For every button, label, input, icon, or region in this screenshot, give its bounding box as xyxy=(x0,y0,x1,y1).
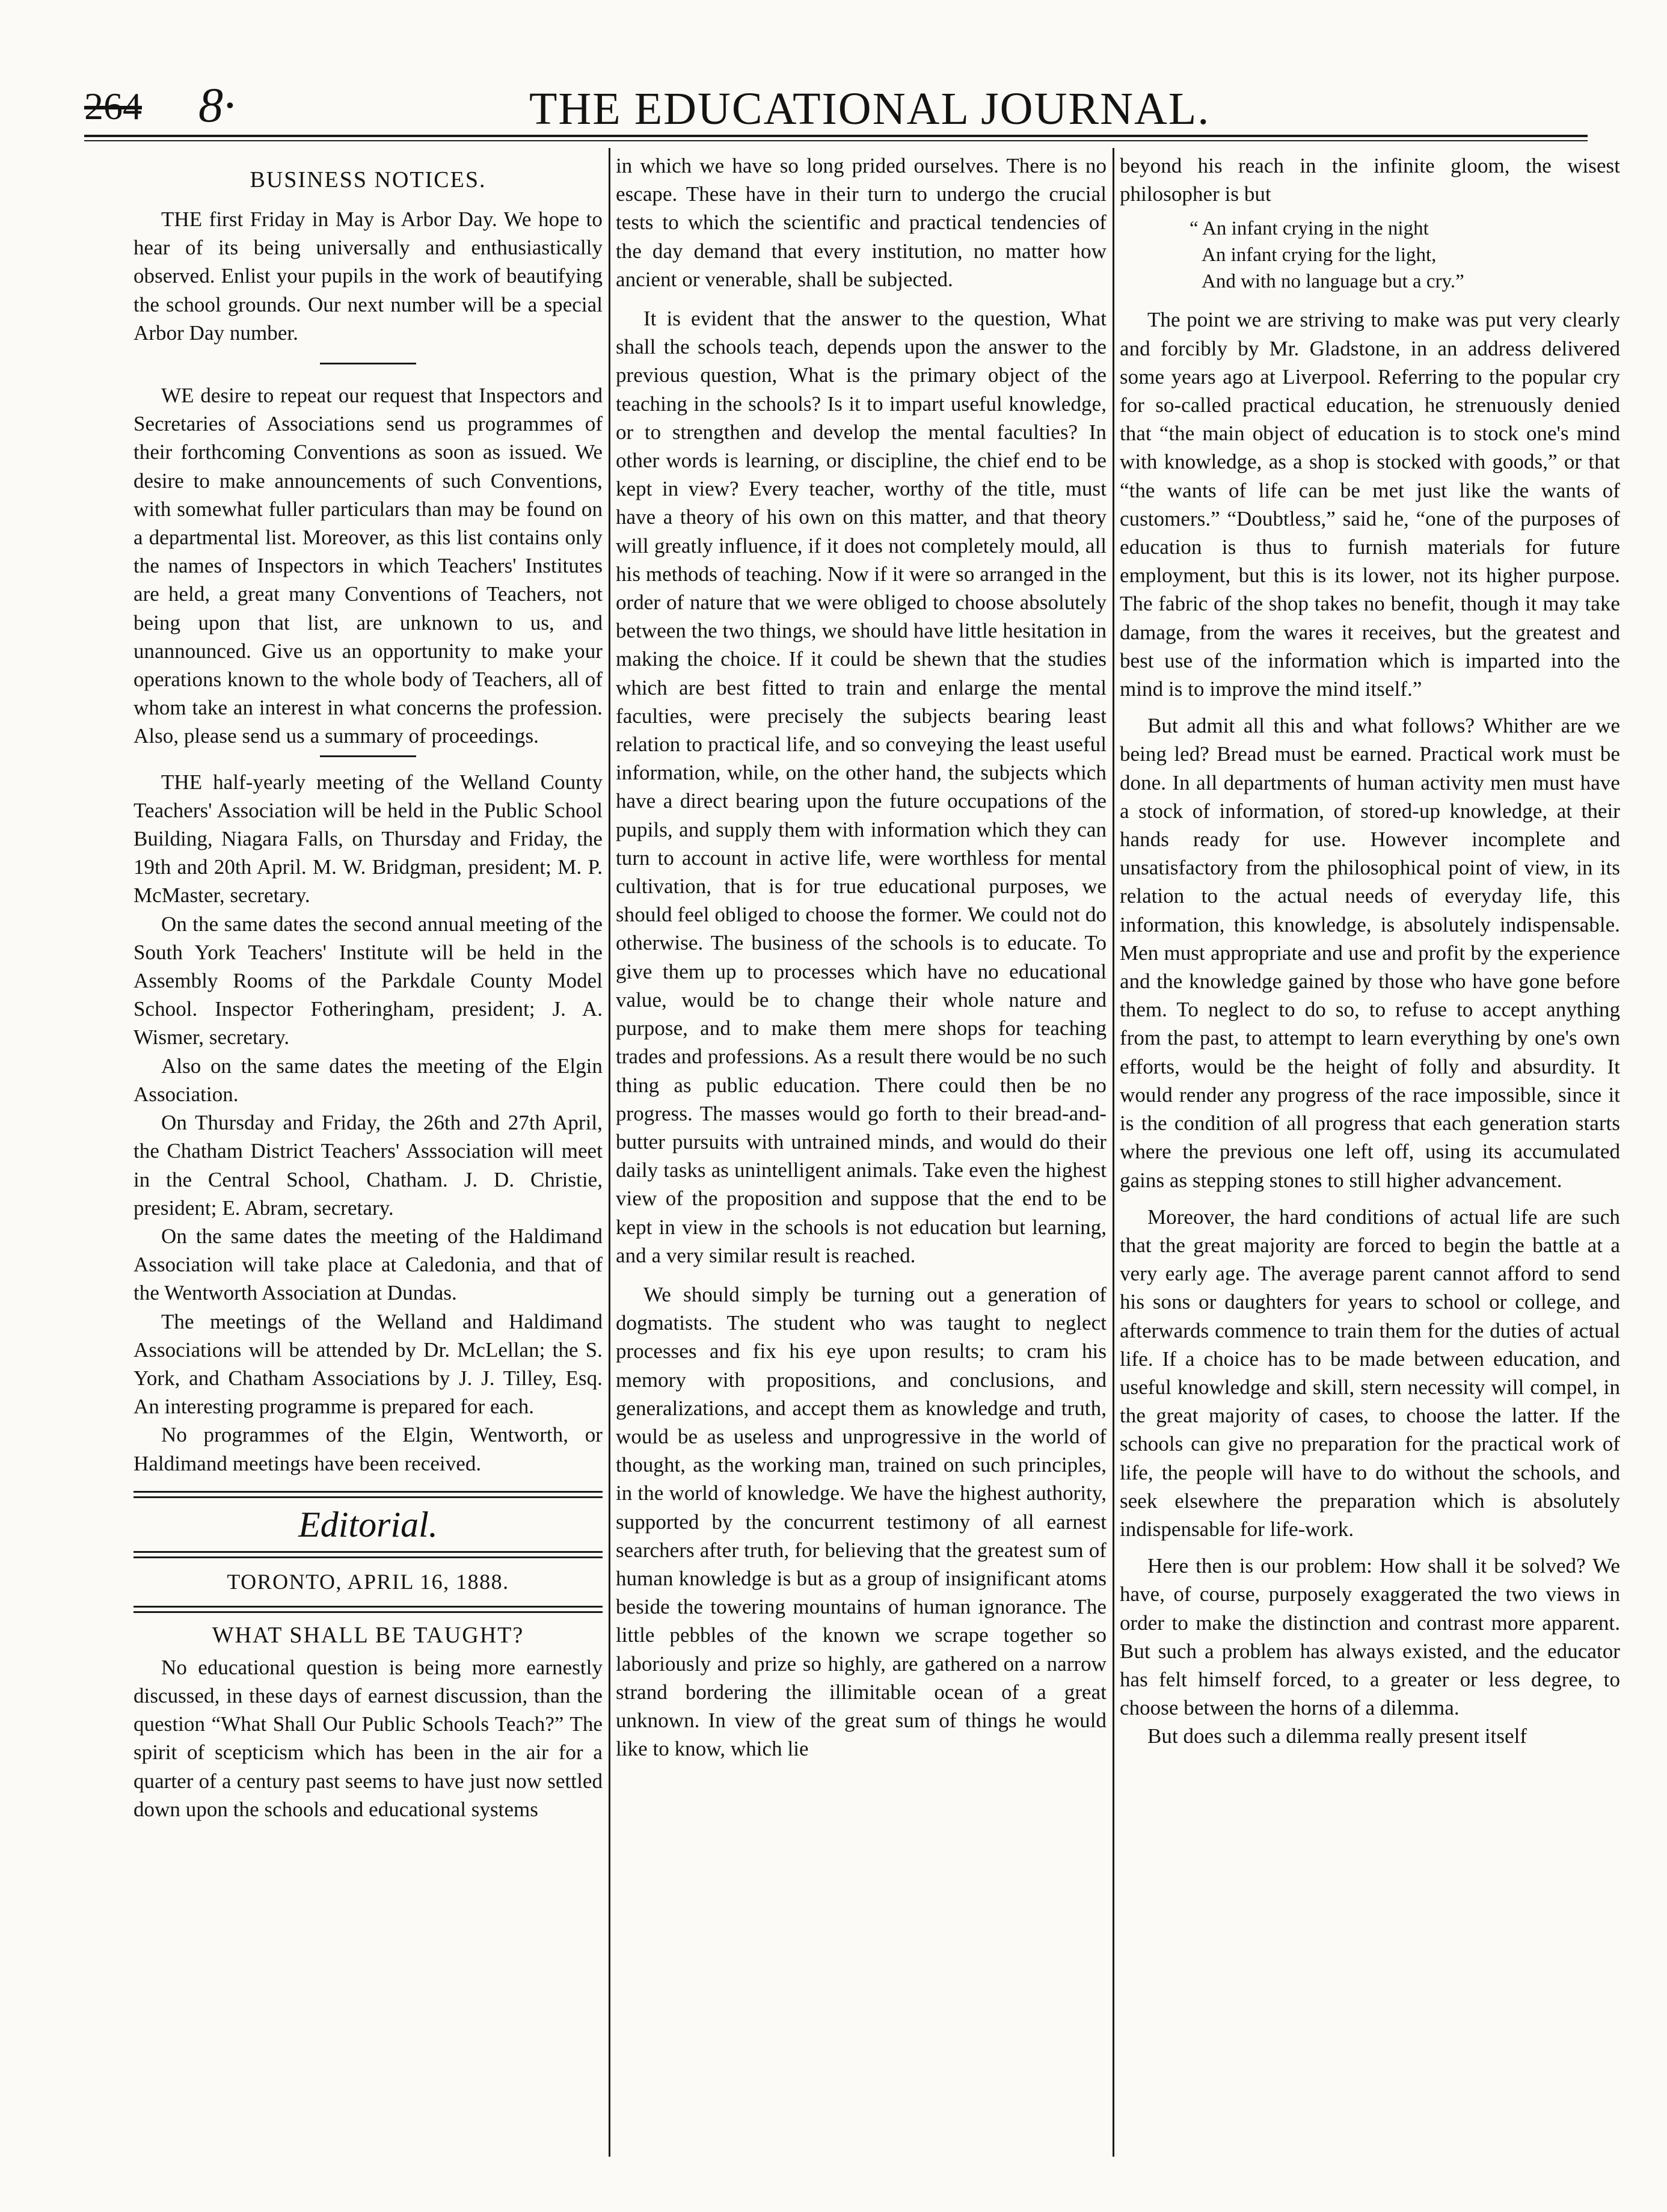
column-2 xyxy=(616,152,1107,1763)
elgin-notice: Also on the same dates the meeting of the Elgin Association. xyxy=(134,1054,603,1106)
article-paragraph: beyond his reach in the infinite gloom, the wisest philosopher is but xyxy=(1120,154,1620,206)
masthead-rule-top xyxy=(84,135,1588,137)
section-divider xyxy=(320,363,416,364)
south-york-notice: On the same dates the second annual meeting of the South York Teachers' Institute will be held in the Assembly Rooms of the Parkdale County Model School. Inspector Fotheringham, president; J. A. Wismer, secretary. xyxy=(134,912,603,1049)
arbor-day-notice: THE first Friday in May is Arbor Day. We hope to hear of its being universally and enthusiastically observed. Enlist your pupils in the work of beautifying the school grounds. Our next number will be a special Arbor Day number. xyxy=(134,207,603,345)
dateline-rule xyxy=(134,1606,603,1613)
column-1 xyxy=(134,152,603,1823)
article-opening-paragraph: No educational question is being more earnestly discussed, in these days of earnest discussion, than the question “What Shall Our Public Schools Teach?” The spirit of scepticism which has been in the air for a quarter of a century past seems to have just now settled down upon the schools and educational systems xyxy=(134,1655,603,1821)
journal-title: THE EDUCATIONAL JOURNAL. xyxy=(529,84,1211,134)
editorial-rule-top xyxy=(134,1491,603,1498)
article-paragraph: Moreover, the hard conditions of actual life are such that the great majority are forced to begin the battle at a very early age. The average parent cannot afford to send his sons or daughters for years to school or college, and afterwards commence to train them for the duties of actual life. If a choice has to be made between education, and useful knowledge and skill, stern necessity will compel, in the great majority of cases, to choose the latter. If the schools can give no preparation for the practical work of life, the people will have to do without the schools, and seek elsewhere the preparation which is absolutely indispensable for life-work. xyxy=(1120,1205,1620,1541)
poem-line: And with no language but a cry.” xyxy=(1202,271,1464,293)
section-divider xyxy=(320,755,416,757)
article-paragraph: in which we have so long prided ourselves. There is no escape. These have in their turn to undergo the crucial tests to which the scientific and practical tendencies of the day demand that every institution, no matter how ancient or venerable, shall be subjected. xyxy=(616,154,1107,291)
chatham-notice: On Thursday and Friday, the 26th and 27th April, the Chatham District Teachers' Asssociation will meet in the Central School, Chatham. J. D. Christie, president; E. Abram, secretary. xyxy=(134,1111,603,1220)
column-3 xyxy=(1120,152,1620,1751)
conventions-request-notice: WE desire to repeat our request that Inspectors and Secretaries of Associations send us programmes of their forthcoming Conventions as soon as issued. We desire to make announcements of such Conventions, with somewhat fuller particulars than may be found on a departmental list. Moreover, as this list contains only the names of Inspectors in which Teachers' Institutes are held, a great many Conventions of Teachers, not being upon that list, are unknown to us, and unannounced. Give us an opportunity to make your operations known to the whole body of Teachers, all of whom take an interest in what concerns the profession. Also, please send us a summary of proceedings. xyxy=(134,384,603,748)
no-programmes-notice: No programmes of the Elgin, Wentworth, or Haldimand meetings have been received. xyxy=(134,1423,603,1475)
poem-line: “ An infant crying in the night xyxy=(1190,218,1429,240)
masthead-rule-bottom xyxy=(84,140,1588,141)
article-paragraph: But admit all this and what follows? Whither are we being led? Bread must be earned. Practical work must be done. In all departments of human activity men must have a stock of information, of stored-up knowledge, at their hands ready for use. However incomplete and unsatisfactory from the philosophical point of view, in its relation to the actual needs of everyday life, this information, this knowledge, is absolutely indispensable. Men must appropriate and use and profit by the experience and the knowledge gained by those who have gone before them. To neglect to do so, to refuse to accept anything from the past, to attempt to learn everything by one's own efforts, would be the height of folly and absurdity. It would render any progress of the race impossible, since it is the condition of all progress that each generation starts where the previous one left off, using its accumulated gains as stepping stones to still higher advancement. xyxy=(1120,714,1620,1192)
handwritten-page-number: 8· xyxy=(198,78,236,132)
page-number: 264 xyxy=(84,85,142,127)
haldimand-wentworth-notice: On the same dates the meeting of the Haldimand Association will take place at Caledonia, and that of the Wentworth Association at Dundas. xyxy=(134,1224,603,1305)
attendance-notice: The meetings of the Welland and Haldimand Associations will be attended by Dr. McLellan; the S. York, and Chatham Associations by J. J. Tilley, Esq. An interesting programme is prepared for each. xyxy=(134,1309,603,1419)
editorial-heading: Editorial. xyxy=(298,1504,438,1544)
editorial-rule-bottom xyxy=(134,1551,603,1558)
column-divider-2 xyxy=(1113,148,1114,2157)
article-paragraph: Here then is our problem: How shall it be solved? We have, of course, purposely exaggerated the two views in order to make the distinction and contrast more apparent. But such a problem has always existed, and the educator has felt himself forced, to a greater or less degree, to choose between the horns of a dilemma. xyxy=(1120,1554,1620,1720)
article-title: WHAT SHALL BE TAUGHT? xyxy=(212,1622,524,1648)
dateline: TORONTO, APRIL 16, 1888. xyxy=(227,1569,509,1594)
business-notices-heading: BUSINESS NOTICES. xyxy=(250,167,487,192)
article-paragraph: But does such a dilemma really present itself xyxy=(1147,1724,1527,1748)
poem-quote xyxy=(1190,215,1620,295)
column-divider-1 xyxy=(609,148,610,2157)
article-paragraph: It is evident that the answer to the question, What shall the schools teach, depends upon the answer to the previous question, What is the primary object of the teaching in the schools? Is it to impart useful knowledge, or to strengthen and develop the mental faculties? In other words is learning, or discipline, the chief end to be kept in view? Every teacher, worthy of the title, must have a theory of his own on this matter, and that theory will greatly influence, if it does not completely mould, all his methods of teaching. Now if it were so arranged in the order of nature that we were obliged to choose absolutely between the two things, we should have little hesitation in making the choice. If it could be shewn that the studies which are best fitted to train and enlarge the mental faculties, were precisely the subjects bearing least relation to practical life, and so conveying the least useful information, while, on the other hand, the subjects which have a direct bearing upon the future occupations of the pupils, and supply them with information which they can turn to account in active life, were worthless for mental cultivation, that is for true educational purposes, we should feel obliged to choose the former. We could not do otherwise. The business of the schools is to educate. To give them up to processes which have no educational value, would be to change their whole nature and purpose, and to make them mere shops for teaching trades and professions. As a result there would be no such thing as public education. There could then be no progress. The masses would go forth to their bread-and-butter pursuits with untrained minds, and would do their daily tasks as unintelligent animals. Take even the highest view of the proposition and suppose that the end to be kept in view in the schools is not education but learning, and a very similar result is reached. xyxy=(616,307,1107,1267)
article-paragraph: The point we are striving to make was put very clearly and forcibly by Mr. Gladstone, in an address delivered some years ago at Liverpool. Referring to the popular cry for so-called practical education, he strenuously denied that “the main object of education is to stock one's mind with knowledge, as a shop is stocked with goods,” or that “the wants of life can be met just like the wants of customers.” “Doubtless,” said he, “one of the purposes of education is thus to furnish materials for future employment, but this is its lower, not its higher purpose. The fabric of the shop takes no benefit, though it may take damage, from the wares it receives, but the greatest and best use of the information which is imparted into the mind is to improve the mind itself.” xyxy=(1120,308,1620,701)
article-paragraph: We should simply be turning out a generation of dogmatists. The student who was taught to neglect processes and fix his eye upon results; to cram his memory with propositions, and conclusions, and generalizations, and accept them as knowledge and truth, would be as useless and unprogressive in the world of thought, as the working man, trained on such principles, in the world of knowledge. We have the highest authority, supported by the concurrent testimony of all earnest searchers after truth, for believing that the greatest sum of human knowledge is but as a group of insignificant atoms beside the towering mountains of human ignorance. The little pebbles of the known we scrape together so laboriously and prize so highly, are gathered on a narrow strand bordering the illimitable ocean of a great unknown. In view of the great sum of things he would like to know, which lie xyxy=(616,1282,1107,1761)
welland-meeting-notice: THE half-yearly meeting of the Welland County Teachers' Association will be held in the Public School Building, Niagara Falls, on Thursday and Friday, the 19th and 20th April. M. W. Bridgman, president; M. P. McMaster, secretary. xyxy=(134,770,603,908)
poem-line: An infant crying for the light, xyxy=(1202,244,1437,266)
